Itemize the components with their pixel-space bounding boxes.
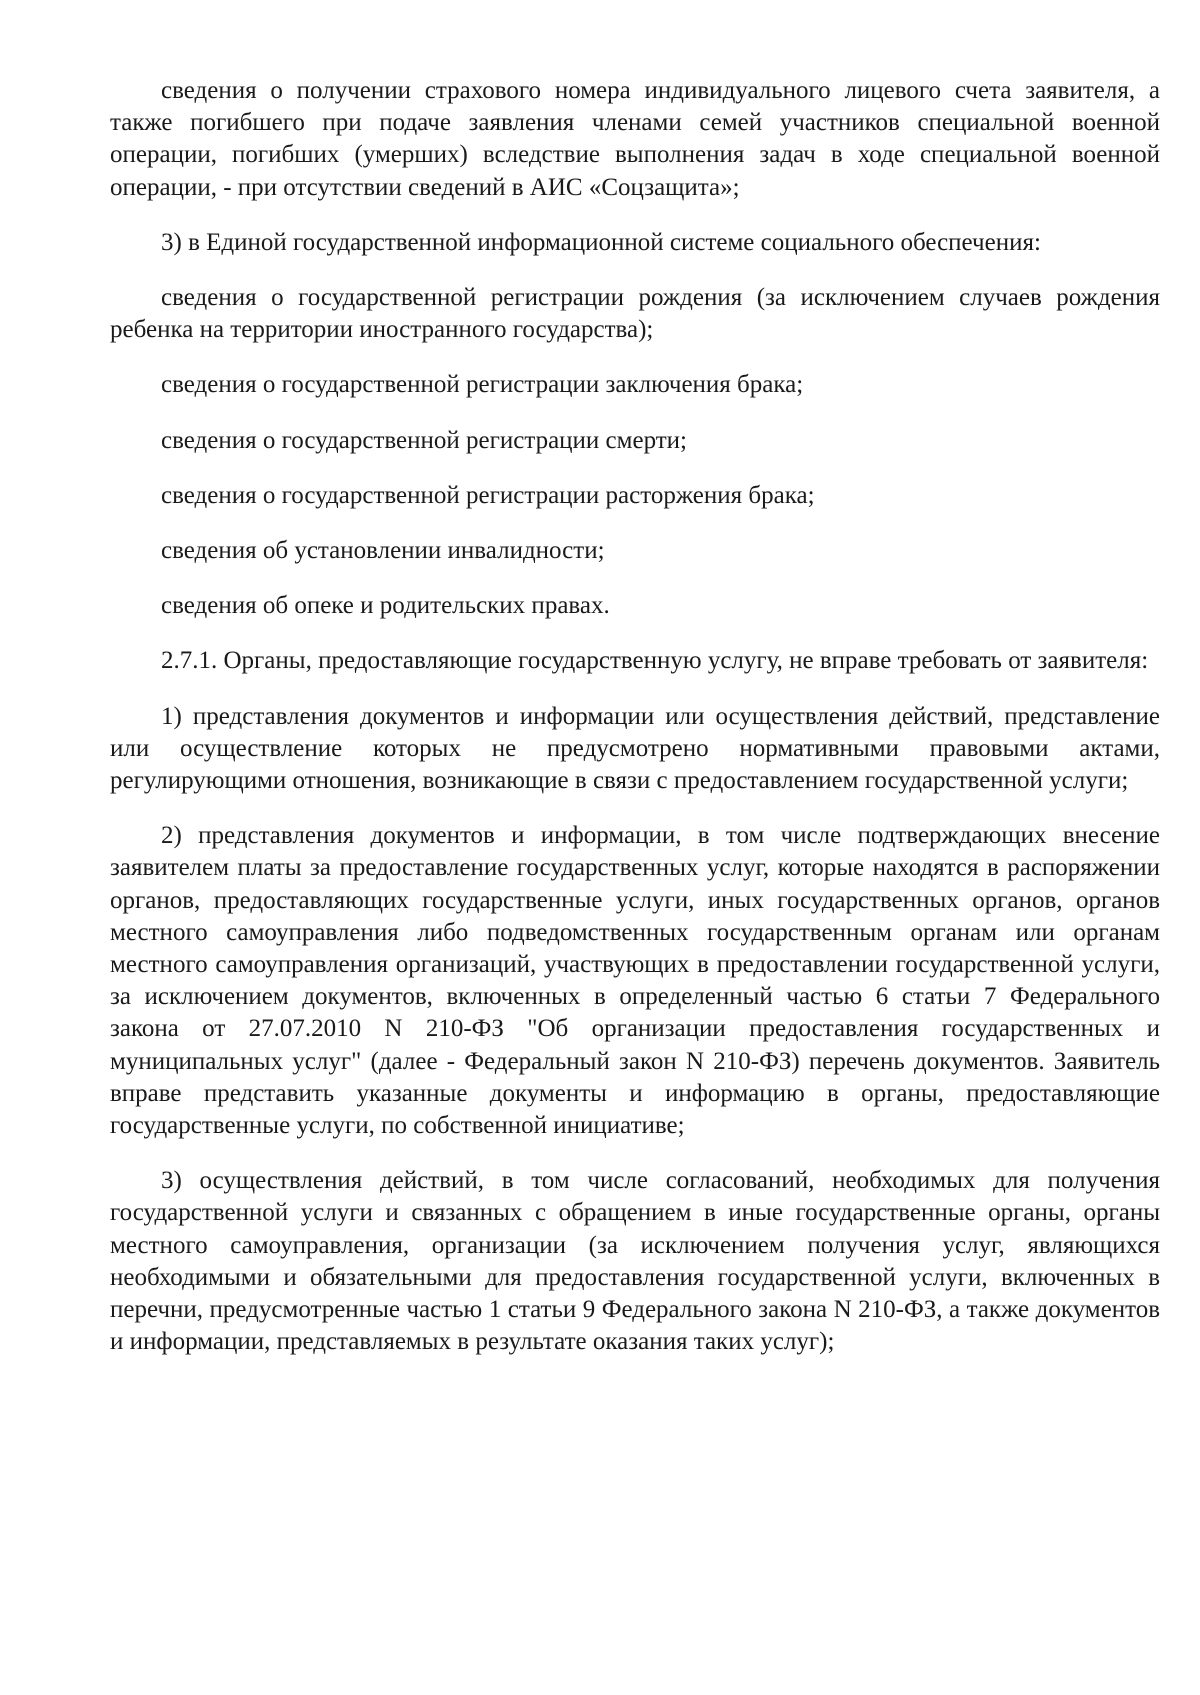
paragraph-item-3: 3) осуществления действий, в том числе согласований, необходимых для получения государственной услуги и связанных с обращением в иные государственные органы, органы местного самоуправления, организации (за исключением получения услуг, являющихся необходимыми и обязательными для предоставления государственной услуги, включенных в перечни, предусмотренные частью 1 статьи 9 Федерального закона N 210-ФЗ, а также документов и информации, представляемых в результате оказания таких услуг);: [110, 1167, 1160, 1356]
paragraph-death-registration: сведения о государственной регистрации смерти;: [161, 426, 687, 454]
paragraph-snils-info: сведения о получении страхового номера индивидуального лицевого счета заявителя, а также погибшего при подаче заявления членами семей участников специальной военной операции, погибших (умерших) вследствие выполнения задач в ходе специальной военной операции, - при отсутствии сведений в АИС «Соцзащита»;: [110, 77, 1160, 201]
paragraph-birth-registration: сведения о государственной регистрации рождения (за исключением случаев рождения ребенка на территории иностранного государства);: [110, 284, 1160, 344]
paragraph-guardianship: сведения об опеке и родительских правах.: [161, 592, 610, 620]
paragraph-section-2-7-1: 2.7.1. Органы, предоставляющие государственную услугу, не вправе требовать от заявителя:: [161, 647, 1149, 675]
paragraph-divorce-registration: сведения о государственной регистрации расторжения брака;: [161, 481, 815, 509]
paragraph-marriage-registration: сведения о государственной регистрации заключения брака;: [161, 371, 804, 399]
paragraph-egisso: 3) в Единой государственной информационной системе социального обеспечения:: [161, 228, 1041, 256]
paragraph-disability: сведения об установлении инвалидности;: [161, 537, 605, 565]
document-body: [110, 75, 1160, 1359]
paragraph-item-1: 1) представления документов и информации или осуществления действий, представление или осуществление которых не предусмотрено нормативными правовыми актами, регулирующими отношения, возникающие в связи с предоставлением государственной услуги;: [110, 702, 1160, 795]
paragraph-item-2: 2) представления документов и информации, в том числе подтверждающих внесение заявителем платы за предоставление государственных услуг, которые находятся в распоряжении органов, предоставляющих государственные услуги, иных государственных органов, органов местного самоуправления либо подведомственных государственным органам или органам местного самоуправления организаций, участвующих в предоставлении государственной услуги, за исключением документов, включенных в определенный частью 6 статьи 7 Федерального закона от 27.07.2010 N 210-ФЗ "Об организации предоставления государственных и муниципальных услуг" (далее - Федеральный закон N 210-ФЗ) перечень документов. Заявитель вправе представить указанные документы и информацию в органы, предоставляющие государственные услуги, по собственной инициативе;: [110, 822, 1160, 1140]
